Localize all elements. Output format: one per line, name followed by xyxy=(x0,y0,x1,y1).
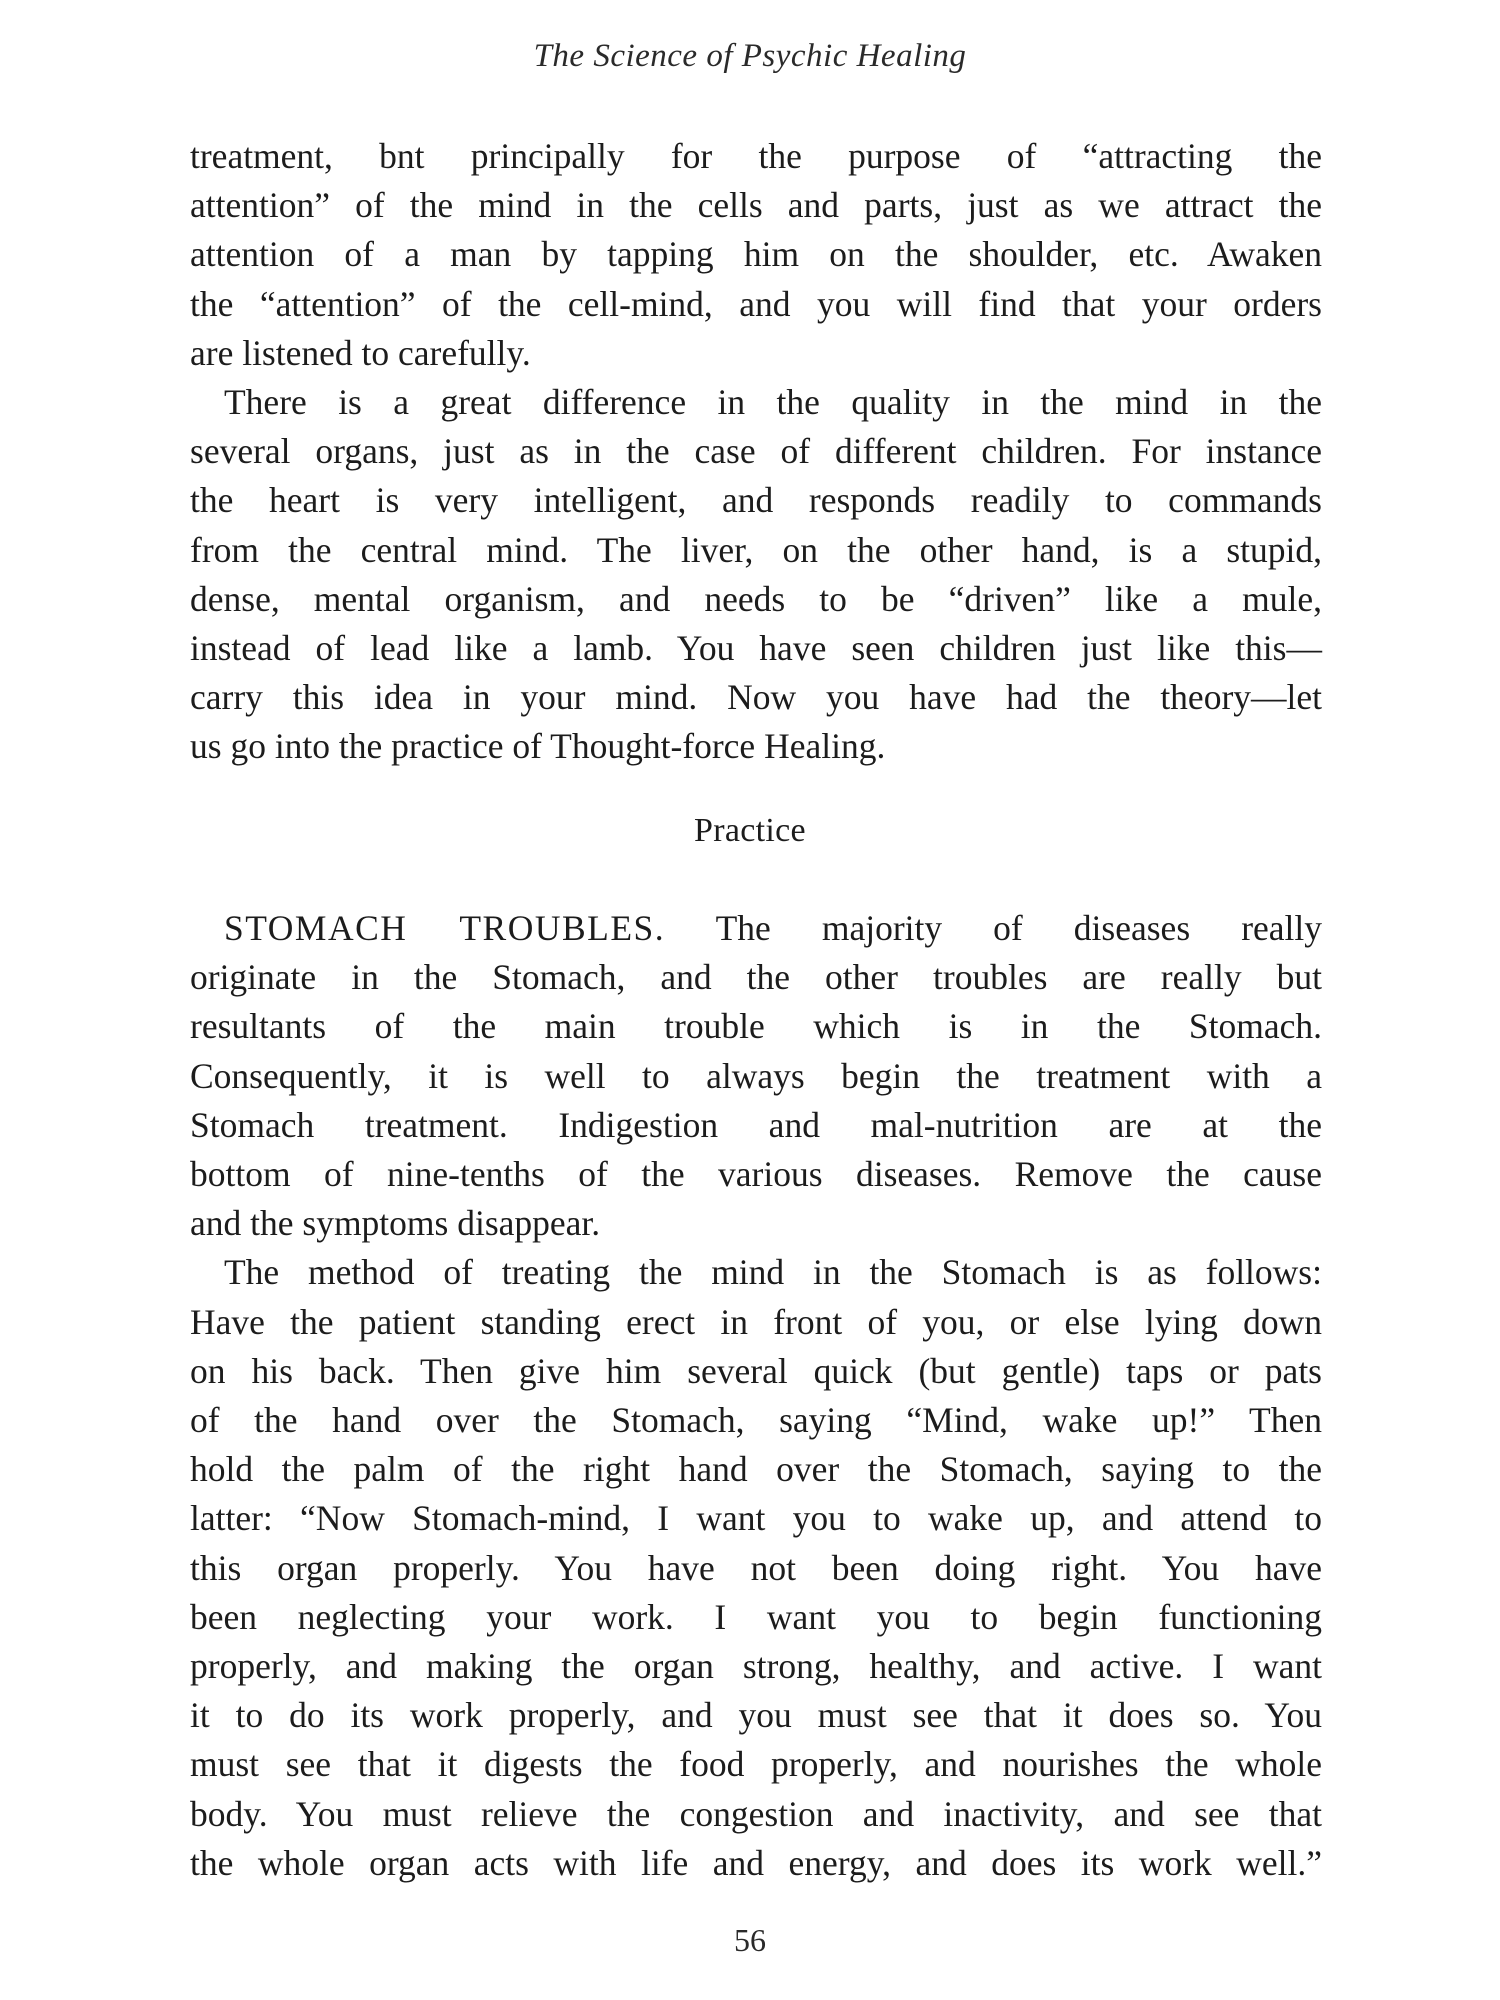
lead-in-rest: The majority of diseases really xyxy=(665,908,1323,948)
page-number: 56 xyxy=(734,1922,766,1958)
text-line: several organs, just as in the case of different children. For instance xyxy=(190,431,1322,472)
text-line: dense, mental organism, and needs to be “driven” like a mule, xyxy=(190,578,1322,619)
text-line: the heart is very intelligent, and responds readily to commands xyxy=(190,480,1322,521)
text-line: of the hand over the Stomach, saying “Mind, wake up!” Then xyxy=(190,1400,1322,1441)
text-line: bottom of nine-tenths of the various diseases. Remove the cause xyxy=(190,1154,1322,1195)
text-line: this organ properly. You have not been doing right. You have xyxy=(190,1547,1322,1588)
text-line: us go into the practice of Thought-force Healing. xyxy=(190,726,886,767)
text-line: resultants of the main trouble which is in the Stomach. xyxy=(190,1006,1322,1047)
text-line: on his back. Then give him several quick (but gentle) taps or pats xyxy=(190,1350,1322,1391)
text-line: from the central mind. The liver, on the other hand, is a stupid, xyxy=(190,529,1322,570)
text-line: the whole organ acts with life and energy, and does its work well.” xyxy=(190,1842,1322,1883)
paragraph-block-1 xyxy=(190,132,1322,772)
text-line: The method of treating the mind in the Stomach is as follows: xyxy=(224,1252,1322,1293)
text-line: carry this idea in your mind. Now you have had the theory—let xyxy=(190,677,1322,718)
text-line: treatment, bnt principally for the purpose of “attracting the xyxy=(190,136,1322,176)
text-line: Have the patient standing erect in front of you, or else lying down xyxy=(190,1301,1322,1342)
text-line: Consequently, it is well to always begin the treatment with a xyxy=(190,1055,1322,1096)
text-line xyxy=(190,904,1322,953)
text-line: Stomach treatment. Indigestion and mal-nutrition are at the xyxy=(190,1104,1322,1145)
text-line: attention” of the mind in the cells and parts, just as we attract the xyxy=(190,185,1322,226)
paragraph-block-2 xyxy=(190,904,1322,1888)
text-line: properly, and making the organ strong, healthy, and active. I want xyxy=(190,1646,1322,1687)
text-line: There is a great difference in the quality in the mind in the xyxy=(224,382,1322,423)
text-line: latter: “Now Stomach-mind, I want you to wake up, and attend to xyxy=(190,1498,1322,1539)
text-line: been neglecting your work. I want you to begin functioning xyxy=(190,1596,1322,1637)
text-line: must see that it digests the food properly, and nourishes the whole xyxy=(190,1744,1322,1785)
text-line: body. You must relieve the congestion and inactivity, and see that xyxy=(190,1793,1322,1834)
text-line: and the symptoms disappear. xyxy=(190,1203,601,1244)
text-line: instead of lead like a lamb. You have seen children just like this— xyxy=(190,628,1322,669)
text-line: attention of a man by tapping him on the shoulder, etc. Awaken xyxy=(190,234,1322,275)
running-head: The Science of Psychic Healing xyxy=(533,38,967,74)
text-line: originate in the Stomach, and the other troubles are really but xyxy=(190,957,1322,998)
text-line: the “attention” of the cell-mind, and you will find that your orders xyxy=(190,283,1322,324)
section-heading: Practice xyxy=(694,812,806,849)
text-line: are listened to carefully. xyxy=(190,332,531,373)
text-line: it to do its work properly, and you must see that it does so. You xyxy=(190,1695,1322,1736)
section-lead-in: STOMACH TROUBLES. xyxy=(224,908,666,948)
text-line: hold the palm of the right hand over the Stomach, saying to the xyxy=(190,1449,1322,1490)
